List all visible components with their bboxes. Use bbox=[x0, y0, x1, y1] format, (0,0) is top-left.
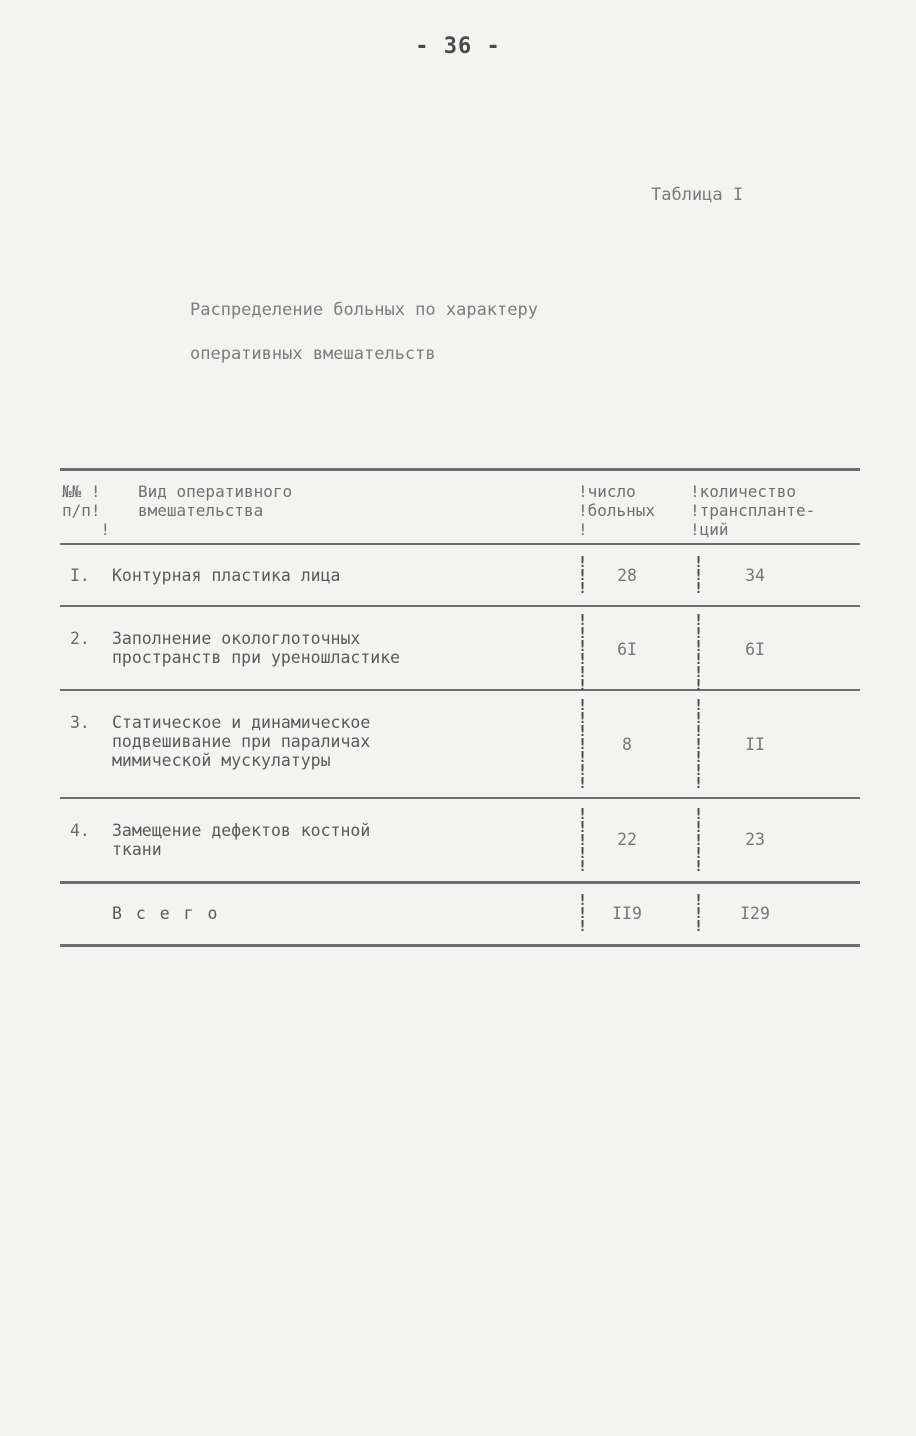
total-patients: II9 bbox=[612, 904, 642, 923]
separator-col-transplants-row-4: ! ! ! ! ! bbox=[694, 805, 704, 875]
row-2-patients: 6I bbox=[617, 640, 637, 659]
table-title-line-1: Распределение больных по характеру bbox=[190, 300, 538, 320]
row-3-patients: 8 bbox=[622, 735, 632, 754]
header-operation-type: Вид оперативного вмешательства bbox=[138, 482, 293, 520]
row-2-operation-type: Заполнение окологлоточных пространств при уреношластике bbox=[112, 629, 401, 667]
separator-col-transplants-row-1: ! ! ! bbox=[694, 553, 704, 597]
row-2-bottom-rule bbox=[60, 689, 860, 691]
total-label: В с е г о bbox=[112, 904, 220, 923]
row-3-bottom-rule bbox=[60, 797, 860, 799]
row-4-patients: 22 bbox=[617, 830, 637, 849]
header-bottom-rule bbox=[60, 543, 860, 545]
separator-col-transplants-row-3: ! ! ! ! ! ! ! bbox=[694, 696, 704, 792]
separator-col-patients-row-4: ! ! ! ! ! bbox=[578, 805, 588, 875]
row-2-transplants: 6I bbox=[745, 640, 765, 659]
row-3-operation-type: Статическое и динамическое подвешивание при параличах мимической мускулатуры bbox=[112, 713, 371, 770]
row-3-number: 3. bbox=[70, 713, 90, 732]
row-4-bottom-rule bbox=[60, 881, 860, 884]
table-title bbox=[190, 288, 538, 376]
row-1-patients: 28 bbox=[617, 566, 637, 585]
header-number-column: №№ ! п/п! ! bbox=[62, 482, 111, 539]
separator-col-patients-row-1: ! ! ! bbox=[578, 553, 588, 597]
table-top-rule bbox=[60, 468, 860, 471]
separator-col-patients-row-3: ! ! ! ! ! ! ! bbox=[578, 696, 588, 792]
header-transplants: !количество !трансплантe- !ций bbox=[690, 482, 816, 539]
separator-col-transplants-row-2: ! ! ! ! ! ! bbox=[694, 611, 704, 694]
table-bottom-rule bbox=[60, 944, 860, 947]
row-2-number: 2. bbox=[70, 629, 90, 648]
separator-col-patients-total: ! ! ! bbox=[578, 891, 588, 935]
row-3-transplants: II bbox=[745, 735, 765, 754]
header-patients: !число !больных ! bbox=[578, 482, 656, 539]
separator-col-patients-row-2: ! ! ! ! ! ! bbox=[578, 611, 588, 694]
row-4-transplants: 23 bbox=[745, 830, 765, 849]
row-1-bottom-rule bbox=[60, 605, 860, 607]
page-number: - 36 - bbox=[415, 34, 501, 59]
row-1-transplants: 34 bbox=[745, 566, 765, 585]
row-4-operation-type: Замещение дефектов костной ткани bbox=[112, 821, 371, 859]
table-title-line-2: оперативных вмешательств bbox=[190, 344, 436, 364]
total-transplants: I29 bbox=[740, 904, 770, 923]
row-4-number: 4. bbox=[70, 821, 90, 840]
row-1-number: I. bbox=[70, 566, 90, 585]
table-label: Таблица I bbox=[651, 185, 744, 205]
row-1-operation-type: Контурная пластика лица bbox=[112, 566, 341, 585]
separator-col-transplants-total: ! ! ! bbox=[694, 891, 704, 935]
